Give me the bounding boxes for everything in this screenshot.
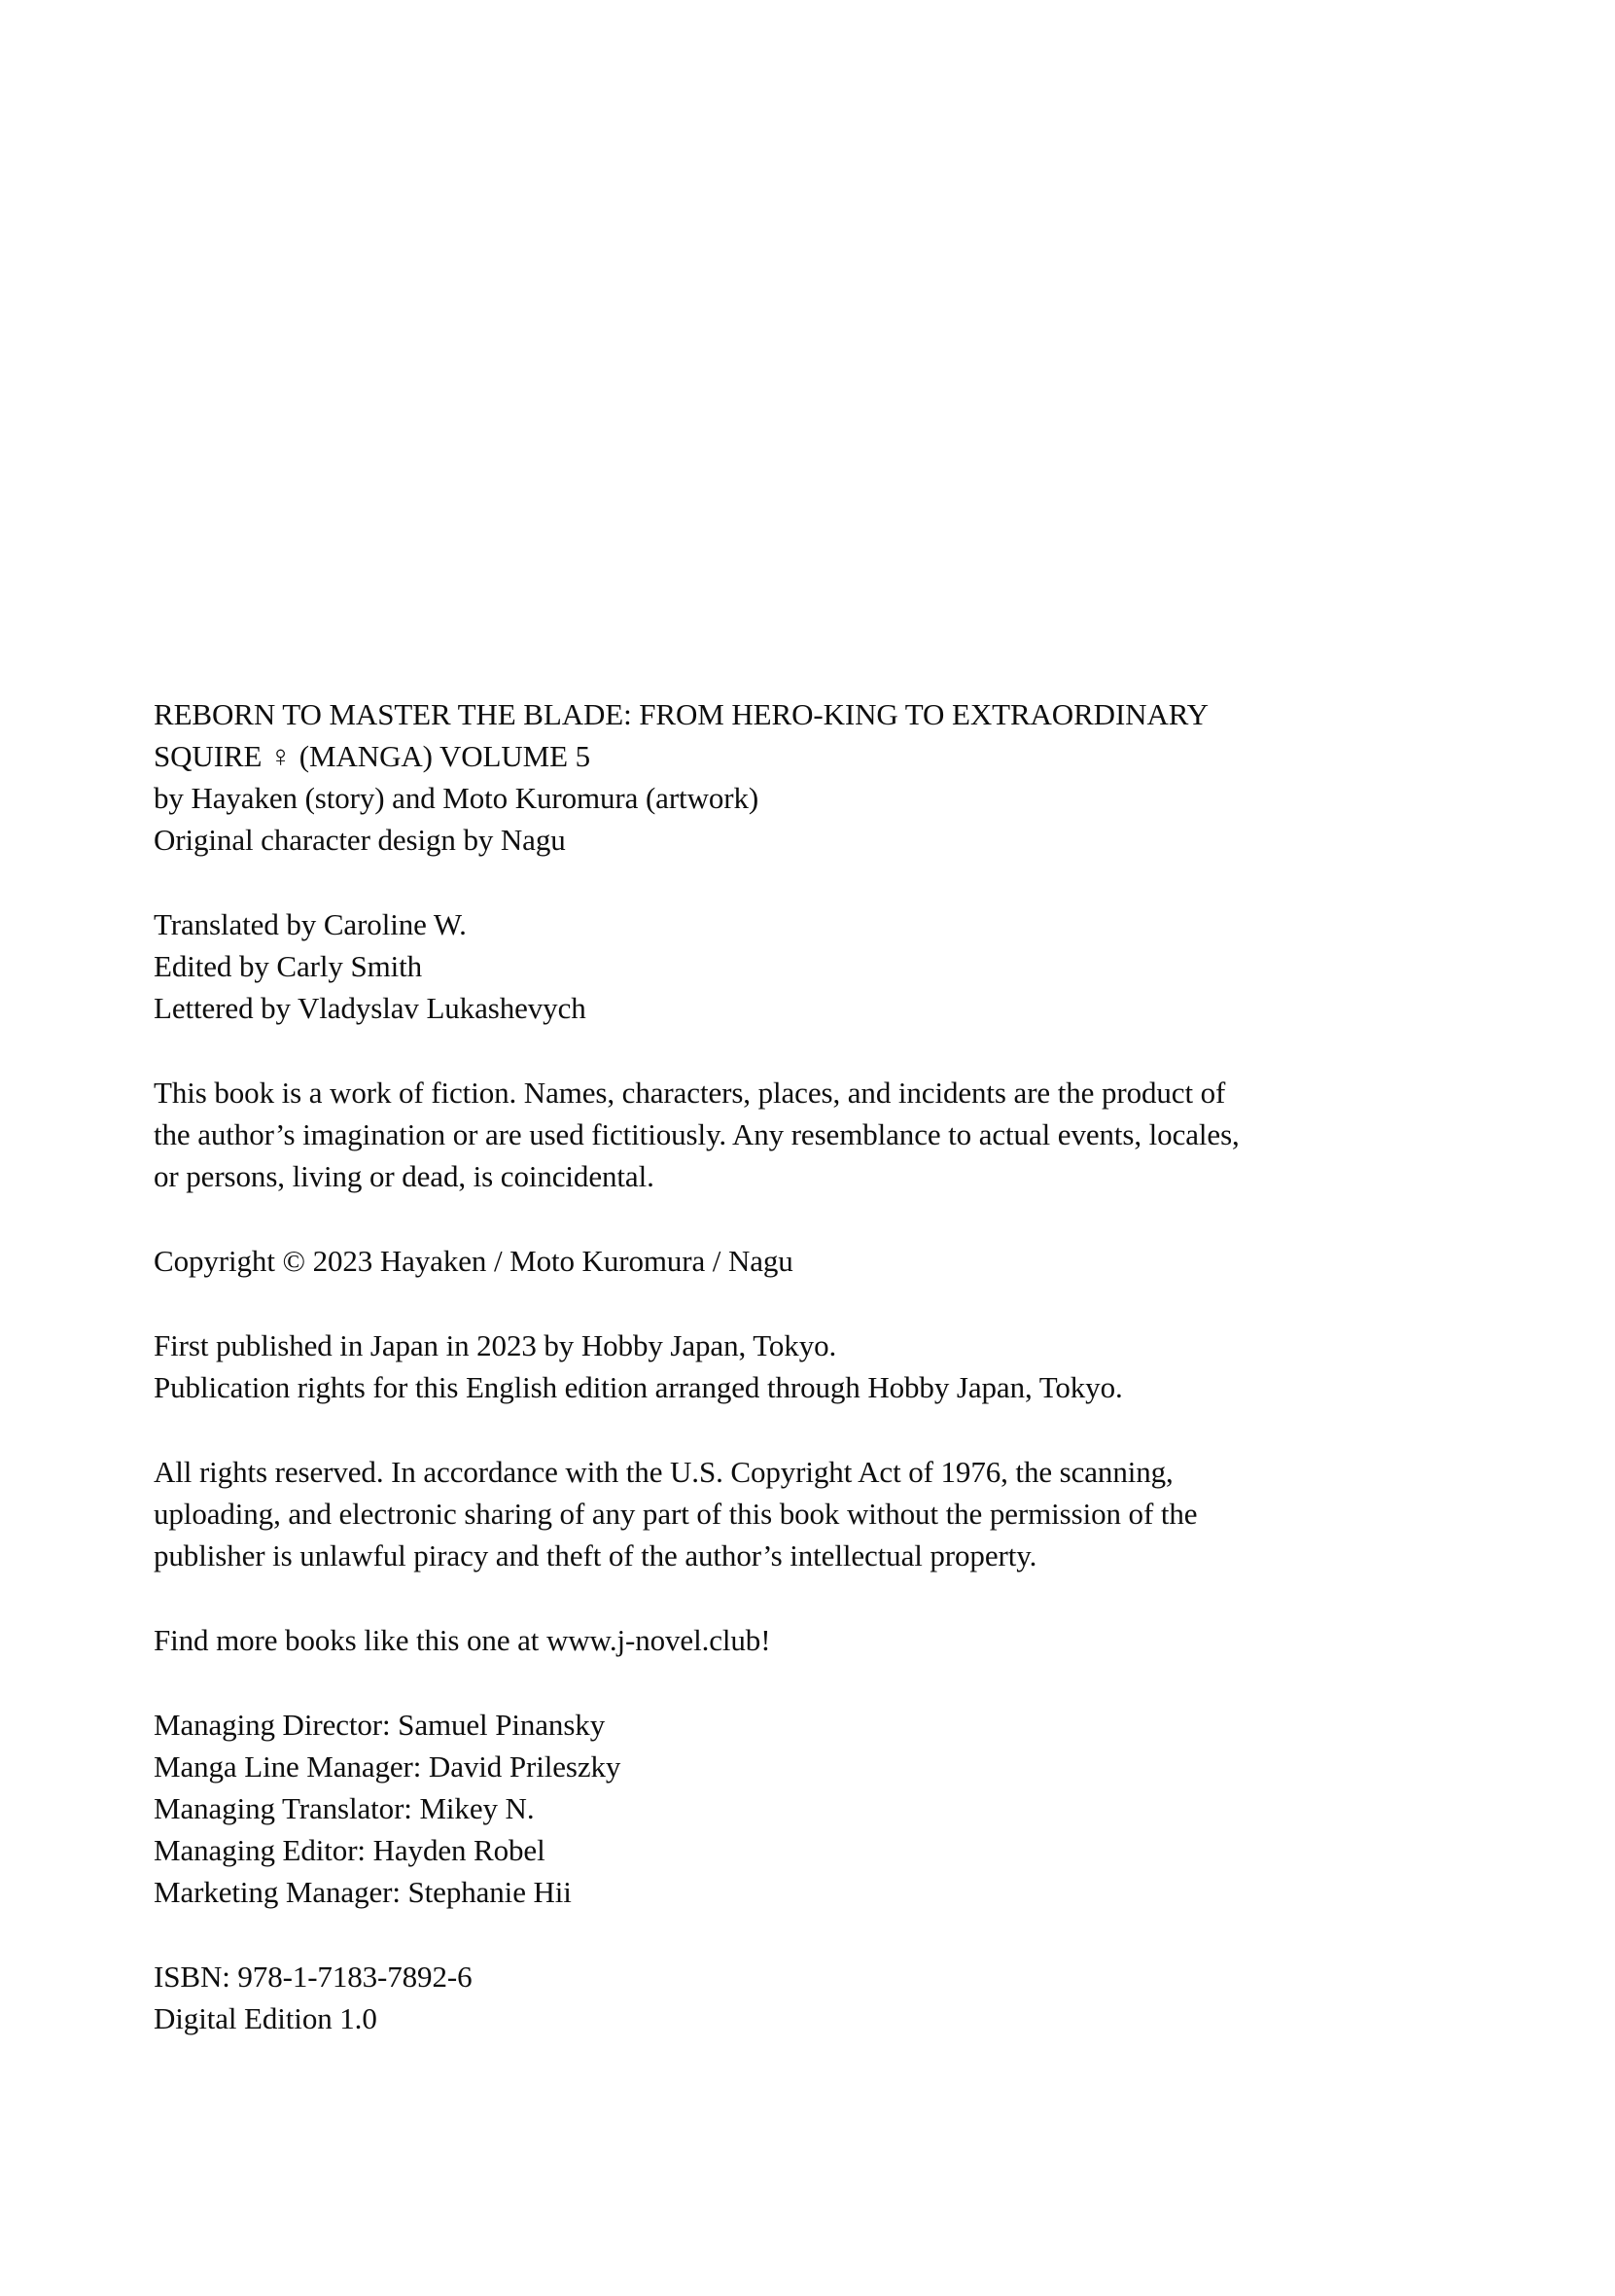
character-design-credit-line: Original character design by Nagu xyxy=(154,823,566,857)
edition-info-block xyxy=(154,1956,1498,2039)
translator-credit-line: Translated by Caroline W. xyxy=(154,907,467,941)
rights-notice-line: publisher is unlawful piracy and theft of the author’s intellectual property. xyxy=(154,1538,1037,1572)
manga-line-manager-line: Manga Line Manager: David Prileszky xyxy=(154,1749,621,1784)
rights-notice-line: uploading, and electronic sharing of any part of this book without the permission of the xyxy=(154,1497,1198,1531)
managing-director-line: Managing Director: Samuel Pinansky xyxy=(154,1708,606,1742)
rights-notice-block xyxy=(154,1451,1498,1576)
digital-edition-line: Digital Edition 1.0 xyxy=(154,2001,377,2035)
editor-credit-line: Edited by Carly Smith xyxy=(154,949,423,983)
book-title-block xyxy=(154,693,1498,861)
isbn-line: ISBN: 978-1-7183-7892-6 xyxy=(154,1960,473,1994)
rights-notice-line: All rights reserved. In accordance with the U.S. Copyright Act of 1976, the scanning, xyxy=(154,1455,1174,1489)
staff-credits-block xyxy=(154,1704,1498,1913)
book-title-line: REBORN TO MASTER THE BLADE: FROM HERO-KING TO EXTRAORDINARY xyxy=(154,697,1209,731)
disclaimer-line: or persons, living or dead, is coincidental. xyxy=(154,1159,654,1193)
colophon-text xyxy=(154,693,1498,2039)
managing-editor-line: Managing Editor: Hayden Robel xyxy=(154,1833,545,1867)
letterer-credit-line: Lettered by Vladyslav Lukashevych xyxy=(154,991,586,1025)
translation-credits-block xyxy=(154,903,1498,1029)
promo-block xyxy=(154,1619,1498,1661)
book-title-line: SQUIRE ♀ (MANGA) VOLUME 5 xyxy=(154,739,590,773)
publication-rights-line: Publication rights for this English edition arranged through Hobby Japan, Tokyo. xyxy=(154,1370,1123,1404)
disclaimer-line: This book is a work of fiction. Names, characters, places, and incidents are the product of xyxy=(154,1076,1226,1110)
marketing-manager-line: Marketing Manager: Stephanie Hii xyxy=(154,1875,572,1909)
author-credit-line: by Hayaken (story) and Moto Kuromura (artwork) xyxy=(154,781,759,815)
managing-translator-line: Managing Translator: Mikey N. xyxy=(154,1791,535,1825)
copyright-line: Copyright © 2023 Hayaken / Moto Kuromura / Nagu xyxy=(154,1244,793,1278)
publication-info-block xyxy=(154,1325,1498,1408)
fiction-disclaimer-block xyxy=(154,1072,1498,1197)
disclaimer-line: the author’s imagination or are used fictitiously. Any resemblance to actual events, locales, xyxy=(154,1117,1240,1151)
copyright-block xyxy=(154,1240,1498,1282)
first-published-line: First published in Japan in 2023 by Hobby Japan, Tokyo. xyxy=(154,1328,837,1362)
promo-line: Find more books like this one at www.j-novel.club! xyxy=(154,1623,771,1657)
